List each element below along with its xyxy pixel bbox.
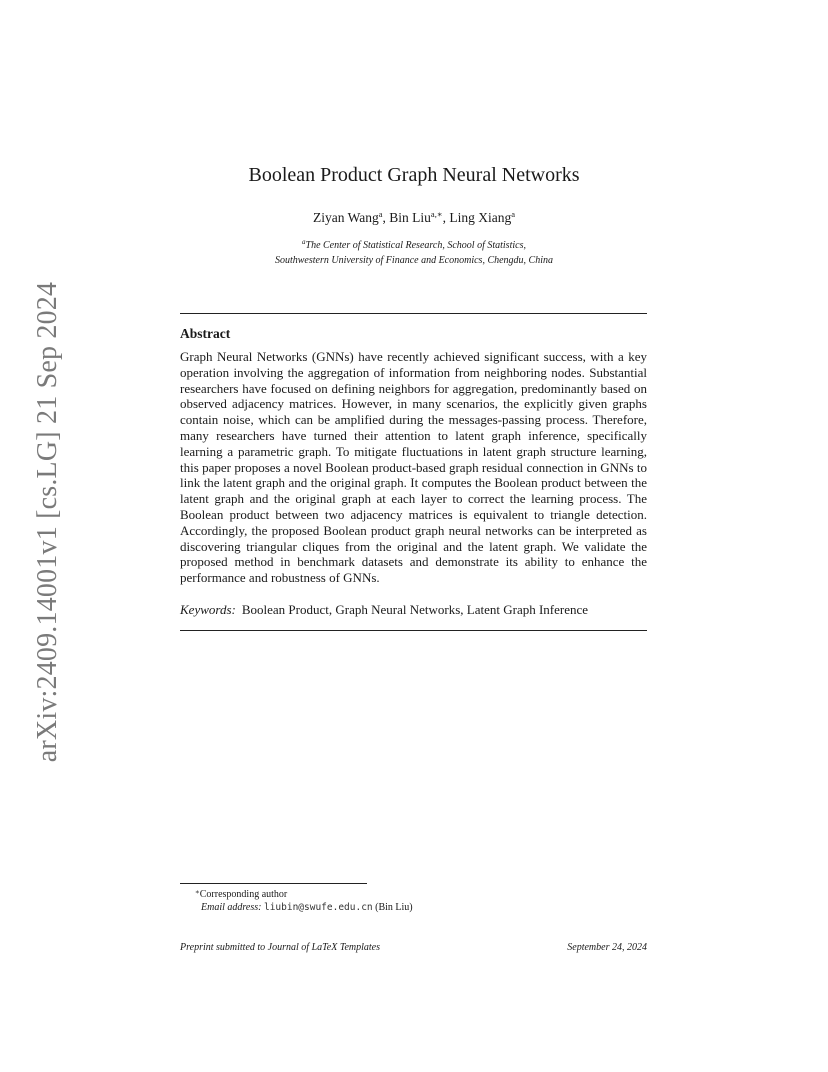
affiliation-line: Southwestern University of Finance and Economics, Chengdu, China bbox=[274, 255, 554, 266]
author-list: Ziyan Wang$^a$, Bin Liu$^{a,∗}$, Ling Xiang$^a$ bbox=[312, 209, 516, 225]
affiliation-mark: a bbox=[302, 238, 306, 246]
abstract-top-rule bbox=[180, 313, 647, 314]
author-name: Ling Xiang bbox=[449, 210, 512, 225]
abstract-heading: Abstract bbox=[180, 326, 231, 341]
email-owner: (Bin Liu) bbox=[375, 902, 413, 913]
footer-preprint-note: Preprint submitted to Journal of LaTeX Templates bbox=[180, 942, 381, 953]
author-affiliation-mark: a bbox=[511, 209, 516, 219]
footnote-rule bbox=[180, 883, 367, 884]
paper-title: Boolean Product Graph Neural Networks bbox=[248, 164, 580, 186]
keywords bbox=[180, 602, 647, 618]
corresponding-author-note: Corresponding author bbox=[199, 889, 288, 900]
affiliation bbox=[0, 238, 828, 268]
footnote-email bbox=[201, 901, 413, 914]
footer-date: September 24, 2024 bbox=[567, 942, 647, 953]
email-address[interactable]: liubin@swufe.edu.cn bbox=[263, 902, 373, 913]
author-affiliation-mark: a,∗ bbox=[430, 209, 443, 219]
arxiv-identifier: arXiv:2409.14001v1 [cs.LG] 21 Sep 2024 bbox=[32, 281, 63, 763]
author-name: Bin Liu bbox=[389, 210, 431, 225]
keywords-list: Boolean Product, Graph Neural Networks, Latent Graph Inference bbox=[241, 602, 589, 617]
author-name: Ziyan Wang bbox=[312, 210, 379, 225]
abstract-text: Graph Neural Networks (GNNs) have recently achieved significant success, with a key operation involving the aggregation of information from neighboring nodes. Substantial researchers have focused on defining neighbors for aggregation, predominantly based on observed adjacency matrices. However, in many scenarios, the explicitly given graphs contain noise, which can be amplified during the messages-passing process. Therefore, many researchers have turned their attention to latent graph inference, specifically learning a parametric graph. To mitigate fluctuations in latent graph structure learning, this paper proposes a novel Boolean product-based graph residual connection in GNNs to link the latent graph and the original graph. It computes the Boolean product between the latent graph and the original graph at each layer to correct the learning process. The Boolean product between two adjacency matrices is equivalent to triangle detection. Accordingly, the proposed Boolean product graph neural networks can be interpreted as discovering triangular cliques from the original and the latent graph. We validate the proposed method in benchmark datasets and demonstrate its ability to enhance the performance and robustness of GNNs. bbox=[180, 349, 647, 586]
abstract-bottom-rule bbox=[180, 630, 647, 631]
email-label: Email address: bbox=[201, 902, 262, 913]
footnote-mark: ∗ bbox=[195, 888, 200, 896]
keywords-label: Keywords: bbox=[180, 602, 236, 617]
author-affiliation-mark: a bbox=[378, 209, 383, 219]
affiliation-line: The Center of Statistical Research, School of Statistics, bbox=[305, 240, 526, 251]
footnote-corresponding bbox=[195, 888, 287, 901]
